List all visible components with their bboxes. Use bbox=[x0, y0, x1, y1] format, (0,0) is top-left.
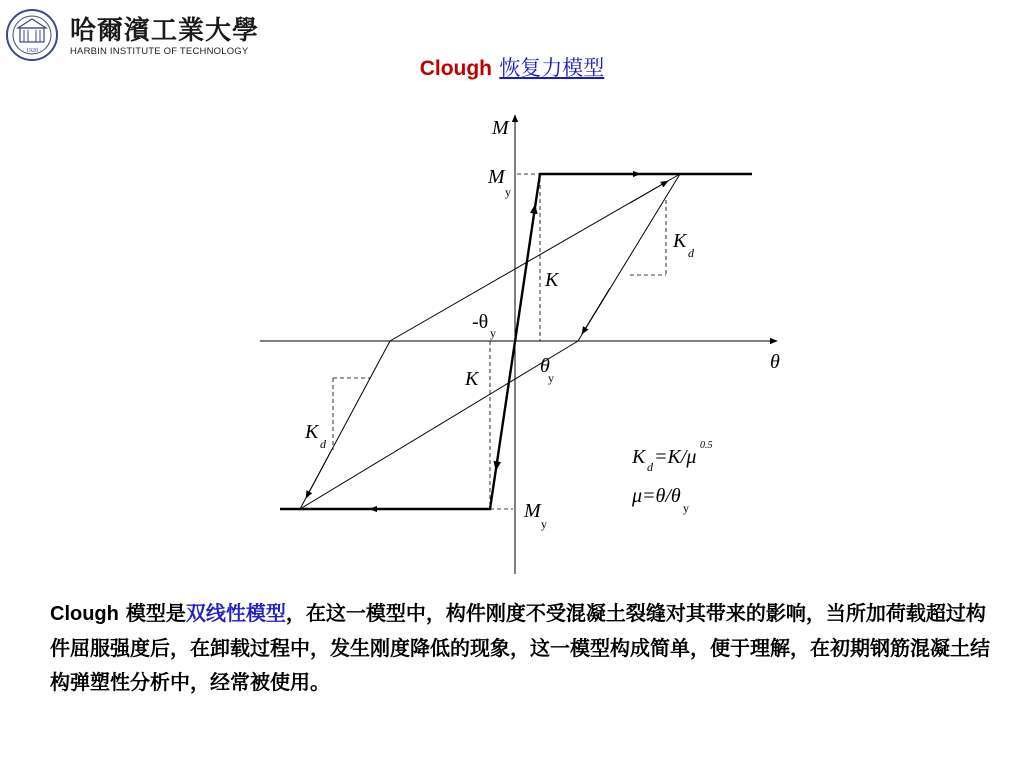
unload-arrow-upper bbox=[582, 288, 610, 334]
svg-text:1920: 1920 bbox=[26, 48, 38, 54]
elastic-arrow-up bbox=[523, 205, 535, 290]
formula-mu-sub: y bbox=[683, 501, 689, 515]
elastic-arrow-down bbox=[496, 390, 508, 470]
title-cn: 恢复力模型 bbox=[499, 56, 605, 80]
formula-kd-rest: =K/μ bbox=[654, 446, 697, 468]
theta-axis-label: θ bbox=[770, 351, 780, 373]
description-paragraph bbox=[50, 596, 1000, 699]
k-lower-label: K bbox=[465, 368, 479, 390]
my-lower-label: M bbox=[524, 500, 541, 522]
m-axis-label: M bbox=[492, 117, 509, 139]
formula-mu: μ=θ/θ bbox=[632, 485, 681, 507]
kd-upper-label: K bbox=[673, 230, 687, 252]
unload-arrow-lower bbox=[306, 453, 330, 498]
kd-lower-label: K bbox=[305, 421, 319, 443]
formula-kd-sup: 0.5 bbox=[700, 440, 713, 451]
reload-line-lower bbox=[300, 341, 578, 509]
my-lower-sub: y bbox=[541, 517, 547, 531]
university-name-cn: 哈爾濱工業大學 bbox=[70, 16, 260, 46]
desc-part2: ，在这一模型中，构件刚度不受混凝土裂缝对其带来的影响，当所加荷载超过构件屈服强度后，在卸载过程中，发生刚度降低的现象，这一模型构成简单，便于理解，在初期钢筋混凝土结构弹塑性分析中，经常被使用。 bbox=[50, 601, 990, 694]
formula-kd-sub: d bbox=[647, 460, 653, 474]
my-upper-label: M bbox=[488, 166, 505, 188]
university-name-en: HARBIN INSTITUTE OF TECHNOLOGY bbox=[70, 46, 249, 57]
desc-part1: 模型是 bbox=[118, 601, 186, 625]
reload-arrow-upper bbox=[630, 181, 668, 203]
my-upper-sub: y bbox=[505, 185, 511, 199]
kd-lower-sub: d bbox=[320, 437, 326, 451]
desc-en-prefix: Clough bbox=[50, 603, 119, 625]
theta-y-sub: y bbox=[548, 371, 554, 385]
theta-y-label: θ bbox=[540, 355, 550, 377]
title-en: Clough bbox=[419, 57, 492, 80]
neg-theta-y-label: -θ bbox=[472, 311, 489, 333]
neg-theta-y-sub: y bbox=[490, 326, 496, 340]
kd-upper-sub: d bbox=[688, 246, 694, 260]
desc-highlight: 双线性模型 bbox=[185, 601, 286, 625]
k-upper-label: K bbox=[545, 269, 559, 291]
formula-kd-k: K bbox=[632, 446, 646, 468]
